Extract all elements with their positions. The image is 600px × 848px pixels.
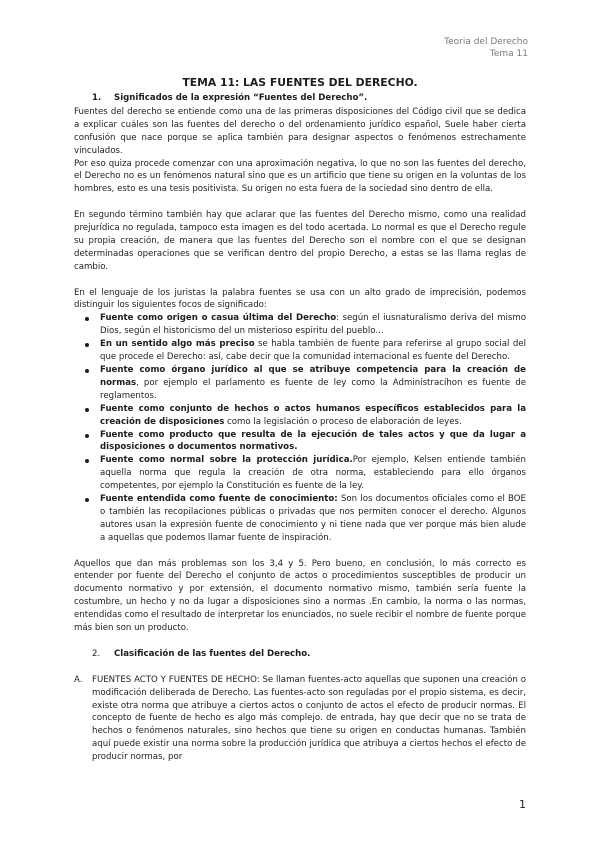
list-item: Fuente como producto que resulta de la ejecución de tales actos y que da lugar a disposiciones o documentos normativos. bbox=[100, 429, 526, 453]
section-a-text: FUENTES ACTO Y FUENTES DE HECHO: Se llaman fuentes-acto aquellas que suponen una creación o modificación deliberada de Derecho. Las fuentes-acto son reguladas por el propio sistema, es decir, existe otra norma que atribuye a ciertos actos o conjunto de actos el efecto de producir normas. El concepto de fuente de hecho es algo más complejo. de entrada, hay que decir que no se trata de hechos o fenómenos naturales, sino hechos que tiene su origen en conductas humanas. También aquí puede existir una norma sobre la producción jurídica que atribuya a ciertos hechos el efecto de producir normas, por bbox=[92, 674, 526, 763]
section-a-label: A. bbox=[74, 674, 83, 685]
paragraph-3: En segundo término también hay que aclarar que las fuentes del Derecho mismo, como una realidad prejurídica no regulada, tampoco esta imagen es del todo acertada. Lo normal es que el Derecho regule su propia creación, de manera que las fuentes del Derecho son el nombre con el que se designan determinadas operaciones que se verifican dentro del propio Derecho, a estas se las llama reglas de cambio. bbox=[74, 210, 526, 272]
section-2-number: 2. bbox=[92, 648, 101, 659]
paragraph-5: Aquellos que dan más problemas son los 3,4 y 5. Pero bueno, en conclusión, lo más correcto es entender por fuente del Derecho el conjunto de actos o procedimientos susceptibles de producir un documento normativo y por extensión, el documento normativo mismo, también sería fuente la costumbre, un hecho y no da lugar a disposiciones sino a normas .En cambio, la norma o las normas, entendidas como el resultado de interpretar los enunciados, no suele recibir el nombre de fuente porque más bien son un producto. bbox=[74, 558, 526, 634]
section-1-title: Significados de la expresión “Fuentes del Derecho”. bbox=[114, 93, 368, 103]
paragraph-2: Por eso quiza procede comenzar con una aproximación negativa, lo que no son las fuentes del derecho, el Derecho no es un fenómenos natural sino que es un artificio que tiene su origen en la voluntas de los hombres, esto es una tesis positivista. Su origen no esta fuera de la sociedad sino dentro de ella. bbox=[74, 158, 526, 195]
section-1-number: 1. bbox=[92, 93, 102, 103]
header-topic: Tema 11 bbox=[489, 49, 528, 59]
document-title: TEMA 11: LAS FUENTES DEL DERECHO. bbox=[182, 76, 418, 89]
meanings-list bbox=[74, 312, 526, 544]
list-item: Fuente como órgano jurídico al que se atribuye competencia para la creación de normas, por ejemplo el parlamento es fuente de ley como la Administracíhon es fuente de reglamentos. bbox=[100, 365, 526, 401]
section-2-title: Clasificación de las fuentes del Derecho. bbox=[114, 648, 311, 659]
paragraph-4: En el lenguaje de los juristas la palabra fuentes se usa con un alto grado de imprecisión, podemos distinguir los siguientes focos de significado: bbox=[74, 287, 526, 311]
paragraph-1: Fuentes del derecho se entiende como una de las primeras disposiciones del Código civil que se dedica a explicar cuáles son las fuentes del derecho o del ordenamiento jurídico español, Suele haber cierta confusión que nace porque se aplica también para designar aspectos o fenómenos estrechamente vinculados. bbox=[74, 106, 526, 156]
page-header bbox=[444, 36, 528, 60]
list-item: Fuente como origen o casua última del Derecho: según el iusnaturalismo deriva del mismo Dios, según el historicismo del un misterioso espiritu del pueblo... bbox=[100, 313, 527, 337]
section-1-heading bbox=[74, 92, 526, 105]
list-item: Fuente como normal sobre la protección jurídica.Por ejemplo, Kelsen entiende también aquella norma que regula la creación de otra norma, estableciendo para ello órganos competentes, por ejemplo la Constitución es fuente de la ley. bbox=[100, 455, 526, 492]
list-item: En un sentido algo más preciso se habla también de fuente para referirse al grupo social del que procede el Derecho: así, cabe decir que la comunidad internacional es fuente del Derecho. bbox=[100, 339, 526, 363]
header-course: Teoria del Derecho bbox=[444, 37, 528, 47]
page-number: 1 bbox=[519, 798, 526, 811]
section-a bbox=[74, 674, 526, 764]
list-item: Fuente entendida como fuente de conocimiento: Son los documentos oficiales como el BOE o también las recopilaciones públicas o privadas que nos permiten conocer el derecho. Algunos autores usan la expresión fuente de conocimiento y ni tiene nada que ver porque más bien alude a aquellas que podemos llamar fuente de inspiración. bbox=[100, 494, 526, 543]
document-body bbox=[74, 76, 526, 764]
section-2-heading bbox=[74, 648, 526, 661]
list-item: Fuente como conjunto de hechos o actos humanos específicos establecidos para la creación de disposiciones como la legislación o proceso de elaboración de leyes. bbox=[100, 403, 526, 427]
